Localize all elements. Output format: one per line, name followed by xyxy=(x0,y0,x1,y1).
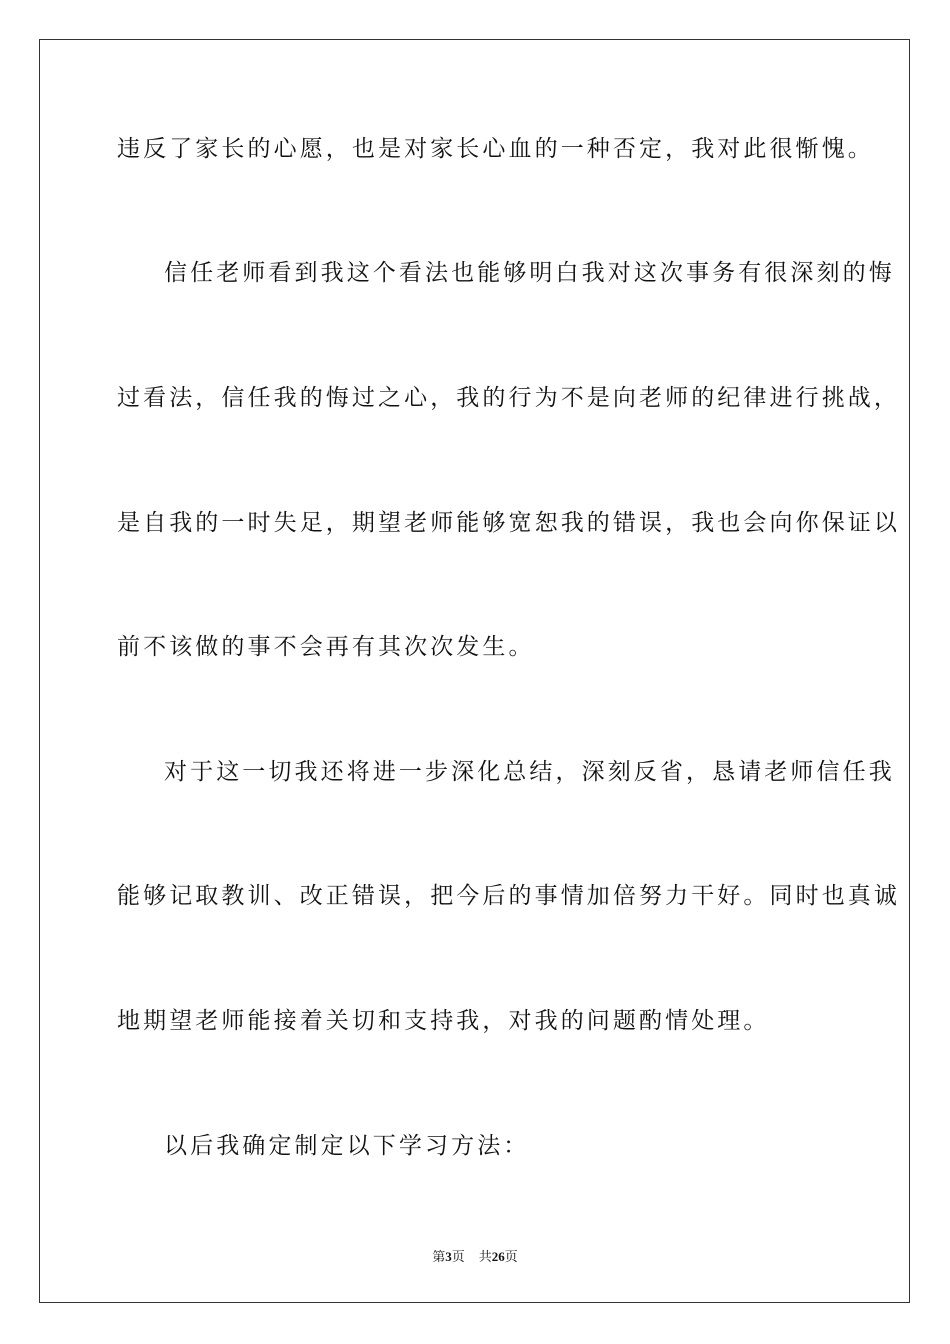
page-prefix: 第 xyxy=(432,1249,446,1264)
current-page-number: 3 xyxy=(445,1249,452,1264)
page-suffix: 页 xyxy=(451,1249,465,1264)
body-line-1: 违反了家长的心愿，也是对家长心血的一种否定，我对此很惭愧。 xyxy=(117,136,874,162)
body-line-9: 以后我确定制定以下学习方法： xyxy=(164,1133,530,1159)
total-suffix: 页 xyxy=(504,1249,518,1264)
page-border xyxy=(39,39,910,1303)
body-line-6: 对于这一切我还将进一步深化总结，深刻反省，恳请老师信任我 xyxy=(164,759,895,785)
body-line-3: 过看法，信任我的悔过之心，我的行为不是向老师的纪律进行挑战， xyxy=(117,385,900,411)
total-page-number: 26 xyxy=(491,1249,505,1264)
body-line-5: 前不该做的事不会再有其次次发生。 xyxy=(117,634,535,660)
body-line-7: 能够记取教训、改正错误，把今后的事情加倍努力干好。同时也真诚 xyxy=(117,883,900,909)
total-prefix: 共 xyxy=(478,1249,492,1264)
page-footer xyxy=(0,1248,950,1266)
body-line-4: 是自我的一时失足，期望老师能够宽恕我的错误，我也会向你保证以 xyxy=(117,510,900,536)
body-line-2: 信任老师看到我这个看法也能够明白我对这次事务有很深刻的悔 xyxy=(164,260,895,286)
body-line-8: 地期望老师能接着关切和支持我，对我的问题酌情处理。 xyxy=(117,1008,770,1034)
